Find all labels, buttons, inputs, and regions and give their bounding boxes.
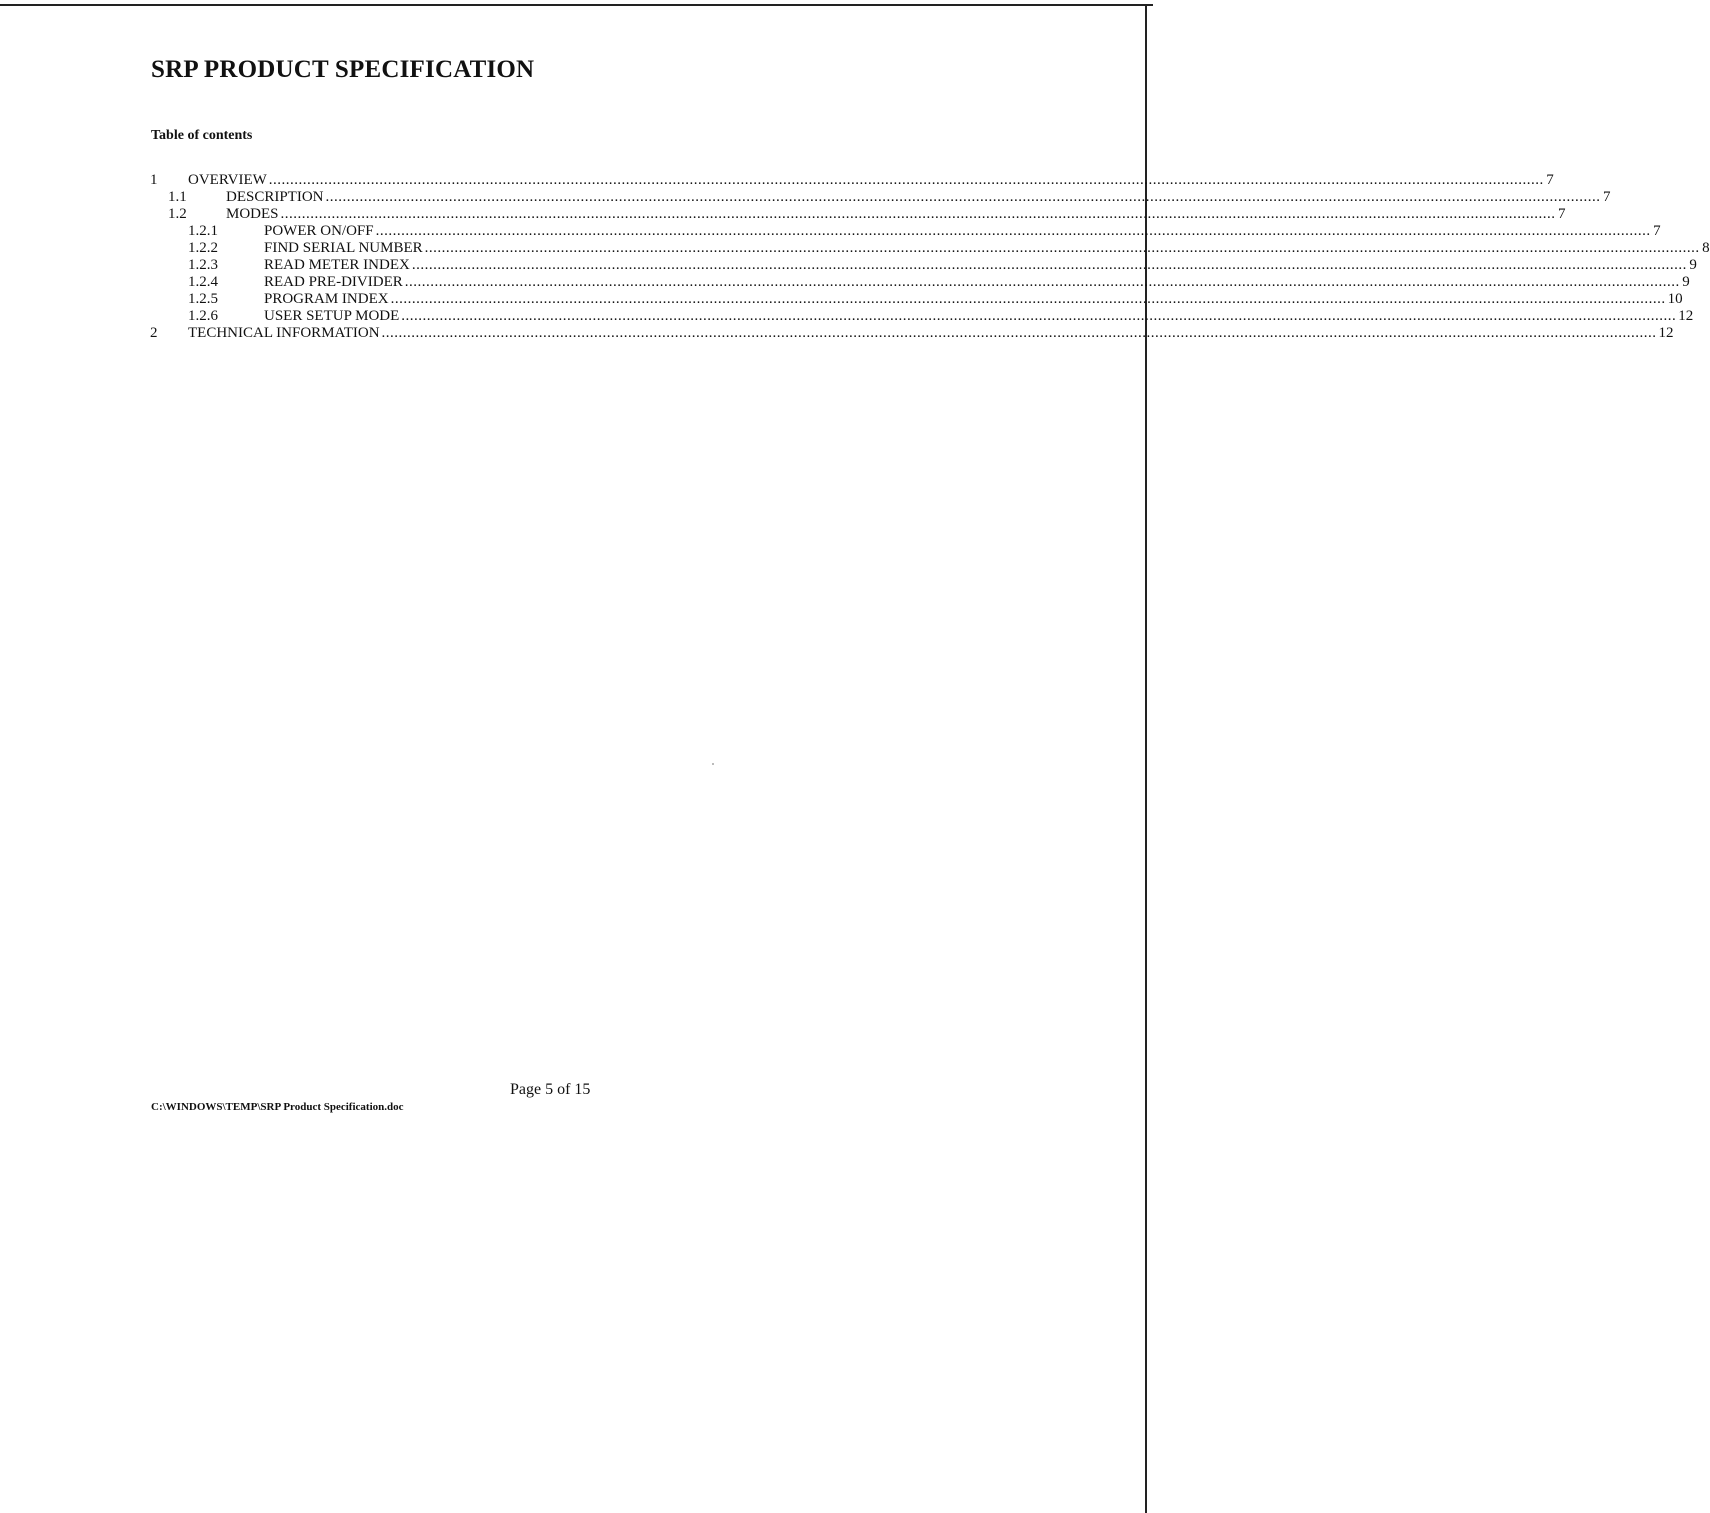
- table-of-contents: [150, 172, 1710, 342]
- toc-entry: [150, 325, 1674, 342]
- scan-speck: [712, 763, 714, 765]
- toc-entry-title: POWER ON/OFF: [264, 223, 374, 239]
- toc-entry-link[interactable]: [226, 189, 1611, 206]
- toc-entry-link[interactable]: [188, 325, 1674, 342]
- toc-entry: [150, 223, 1661, 240]
- toc-entry-title: PROGRAM INDEX: [264, 291, 389, 307]
- document-title: SRP PRODUCT SPECIFICATION: [151, 56, 535, 83]
- toc-entry-number: 1.1: [168, 189, 187, 205]
- toc-entry-page: 8: [1702, 240, 1710, 256]
- toc-entry: [150, 206, 1566, 223]
- toc-entry-link[interactable]: [264, 308, 1694, 325]
- toc-dot-leader: ............................................................................................................................................................................................................................................................................................................: [375, 223, 1651, 239]
- toc-entry-page: 7: [1603, 189, 1611, 205]
- toc-entry-page: 7: [1558, 206, 1566, 222]
- toc-entry-page: 12: [1658, 325, 1674, 341]
- toc-entry-link[interactable]: [264, 274, 1690, 291]
- toc-entry: [150, 172, 1554, 189]
- top-border-line: [0, 4, 1153, 6]
- toc-entry-page: 7: [1546, 172, 1554, 188]
- toc-entry-number: 1.2.4: [188, 274, 218, 290]
- toc-entry-link[interactable]: [226, 206, 1566, 223]
- toc-entry: [150, 308, 1694, 325]
- toc-entry-title: READ METER INDEX: [264, 257, 410, 273]
- toc-entry-number: 1.2.2: [188, 240, 218, 256]
- toc-entry-link[interactable]: [188, 172, 1554, 189]
- toc-entry-number: 1.2: [168, 206, 187, 222]
- toc-dot-leader: ............................................................................................................................................................................................................................................................................................................: [401, 308, 1677, 324]
- toc-entry-title: USER SETUP MODE: [264, 308, 400, 324]
- footer-file-path: C:\WINDOWS\TEMP\SRP Product Specification.doc: [151, 1101, 404, 1113]
- toc-dot-leader: ............................................................................................................................................................................................................................................................................................................: [390, 291, 1666, 307]
- toc-dot-leader: ............................................................................................................................................................................................................................................................................................................: [411, 257, 1687, 273]
- toc-entry-link[interactable]: [264, 240, 1710, 257]
- toc-entry-number: 1: [150, 172, 158, 188]
- toc-entry-link[interactable]: [264, 291, 1683, 308]
- toc-entry-title: DESCRIPTION: [226, 189, 324, 205]
- toc-entry: [150, 257, 1697, 274]
- toc-dot-leader: ............................................................................................................................................................................................................................................................................................................: [404, 274, 1680, 290]
- toc-dot-leader: ............................................................................................................................................................................................................................................................................................................: [280, 206, 1556, 222]
- toc-entry-number: 2: [150, 325, 158, 341]
- toc-entry: [150, 274, 1690, 291]
- toc-entry-page: 12: [1678, 308, 1694, 324]
- toc-entry-title: TECHNICAL INFORMATION: [188, 325, 380, 341]
- toc-entry-number: 1.2.3: [188, 257, 218, 273]
- toc-dot-leader: ............................................................................................................................................................................................................................................................................................................: [268, 172, 1544, 188]
- toc-heading: Table of contents: [151, 128, 253, 143]
- toc-entry-number: 1.2.6: [188, 308, 218, 324]
- toc-entry: [150, 189, 1611, 206]
- toc-entry-page: 9: [1689, 257, 1697, 273]
- toc-entry-link[interactable]: [264, 257, 1697, 274]
- toc-entry-link[interactable]: [264, 223, 1661, 240]
- toc-entry-title: OVERVIEW: [188, 172, 267, 188]
- toc-entry: [150, 240, 1710, 257]
- toc-dot-leader: ............................................................................................................................................................................................................................................................................................................: [381, 325, 1657, 341]
- toc-dot-leader: ............................................................................................................................................................................................................................................................................................................: [325, 189, 1601, 205]
- page-number: Page 5 of 15: [510, 1081, 591, 1098]
- toc-entry: [150, 291, 1683, 308]
- toc-entry-title: MODES: [226, 206, 279, 222]
- toc-entry-number: 1.2.5: [188, 291, 218, 307]
- toc-entry-page: 10: [1667, 291, 1683, 307]
- toc-entry-page: 7: [1653, 223, 1661, 239]
- toc-entry-title: FIND SERIAL NUMBER: [264, 240, 423, 256]
- toc-dot-leader: ............................................................................................................................................................................................................................................................................................................: [424, 240, 1700, 256]
- toc-entry-title: READ PRE-DIVIDER: [264, 274, 403, 290]
- toc-entry-number: 1.2.1: [188, 223, 218, 239]
- toc-entry-page: 9: [1682, 274, 1690, 290]
